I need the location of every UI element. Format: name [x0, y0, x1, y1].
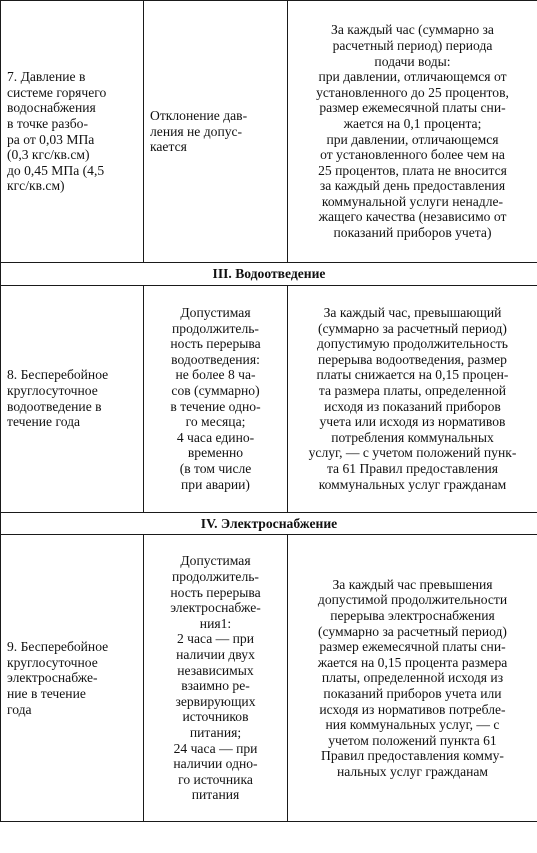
section-title: III. Водоотведение: [1, 263, 537, 286]
allowed-cell: [144, 535, 288, 822]
allowed-cell: [144, 1, 288, 263]
section-header-row: [1, 263, 537, 286]
allowed-text: Допустимая продолжитель- ность перерыва электроснабже- ния1: 2 часа — при наличии двух независимых взаимно ре- зервирующих источников питания; 24 часа — при наличии одно- го источника питания: [170, 553, 261, 803]
penalty-text: За каждый час (суммарно за расчетный период) периода подачи воды: при давлении, отличающемся от установленного до 25 процентов, размер ежемесячной платы сни- жается на 0,1 процента; при давлении, отличающемся от установленного более чем на 25 процентов, плата не вносится за каждый день предоставления коммунальной услуги ненадле- жащего качества (независимо от показаний приборов учета): [316, 22, 509, 241]
indicator-cell: [1, 285, 144, 512]
penalty-cell: [288, 285, 537, 512]
indicator-text: 7. Давление в системе горячего водоснабжения в точке разбо- ра от 0,03 МПа (0,3 кгс/кв.см) до 0,45 МПа (4,5 кгс/кв.см): [7, 69, 107, 194]
allowed-text: Допустимая продолжитель- ность перерыва водоотведения: не более 8 ча- сов (суммарно) в течение одно- го месяца; 4 часа едино- временно (в том числе при аварии): [170, 305, 261, 492]
penalty-cell: [288, 535, 537, 822]
indicator-text: 8. Бесперебойное круглосуточное водоотведение в течение года: [7, 367, 109, 430]
allowed-text: Отклонение дав- ления не допус- кается: [150, 108, 248, 155]
section-header-row: [1, 512, 537, 535]
penalty-cell: [288, 1, 537, 263]
section-title: IV. Электроснабжение: [1, 512, 537, 535]
indicator-text: 9. Бесперебойное круглосуточное электроснабже- ние в течение года: [7, 639, 109, 717]
table-row-8: [1, 285, 537, 512]
indicator-cell: [1, 1, 144, 263]
penalty-text: За каждый час, превышающий (суммарно за расчетный период) допустимую продолжительность перерыва водоотведения, размер платы снижается на 0,15 процен- та размера платы, определенной исходя из показаний приборов учета или исходя из нормативов потребления коммунальных услуг, — с учетом положений пунк- та 61 Правил предоставления коммунальных услуг гражданам: [308, 305, 517, 492]
table-row-9: [1, 535, 537, 822]
indicator-cell: [1, 535, 144, 822]
allowed-cell: [144, 285, 288, 512]
penalty-text: За каждый час превышения допустимой продолжительности перерыва электроснабжения (суммарно за расчетный период) размер ежемесячной платы сни- жается на 0,15 процента размера платы, определенной исходя из показаний приборов учета или исходя из нормативов потребле- ния коммунальных услуг, — с учетом положений пункта 61 Правил предоставления комму- нальных услуг гражданам: [317, 576, 508, 779]
table-row-7: [1, 1, 537, 263]
